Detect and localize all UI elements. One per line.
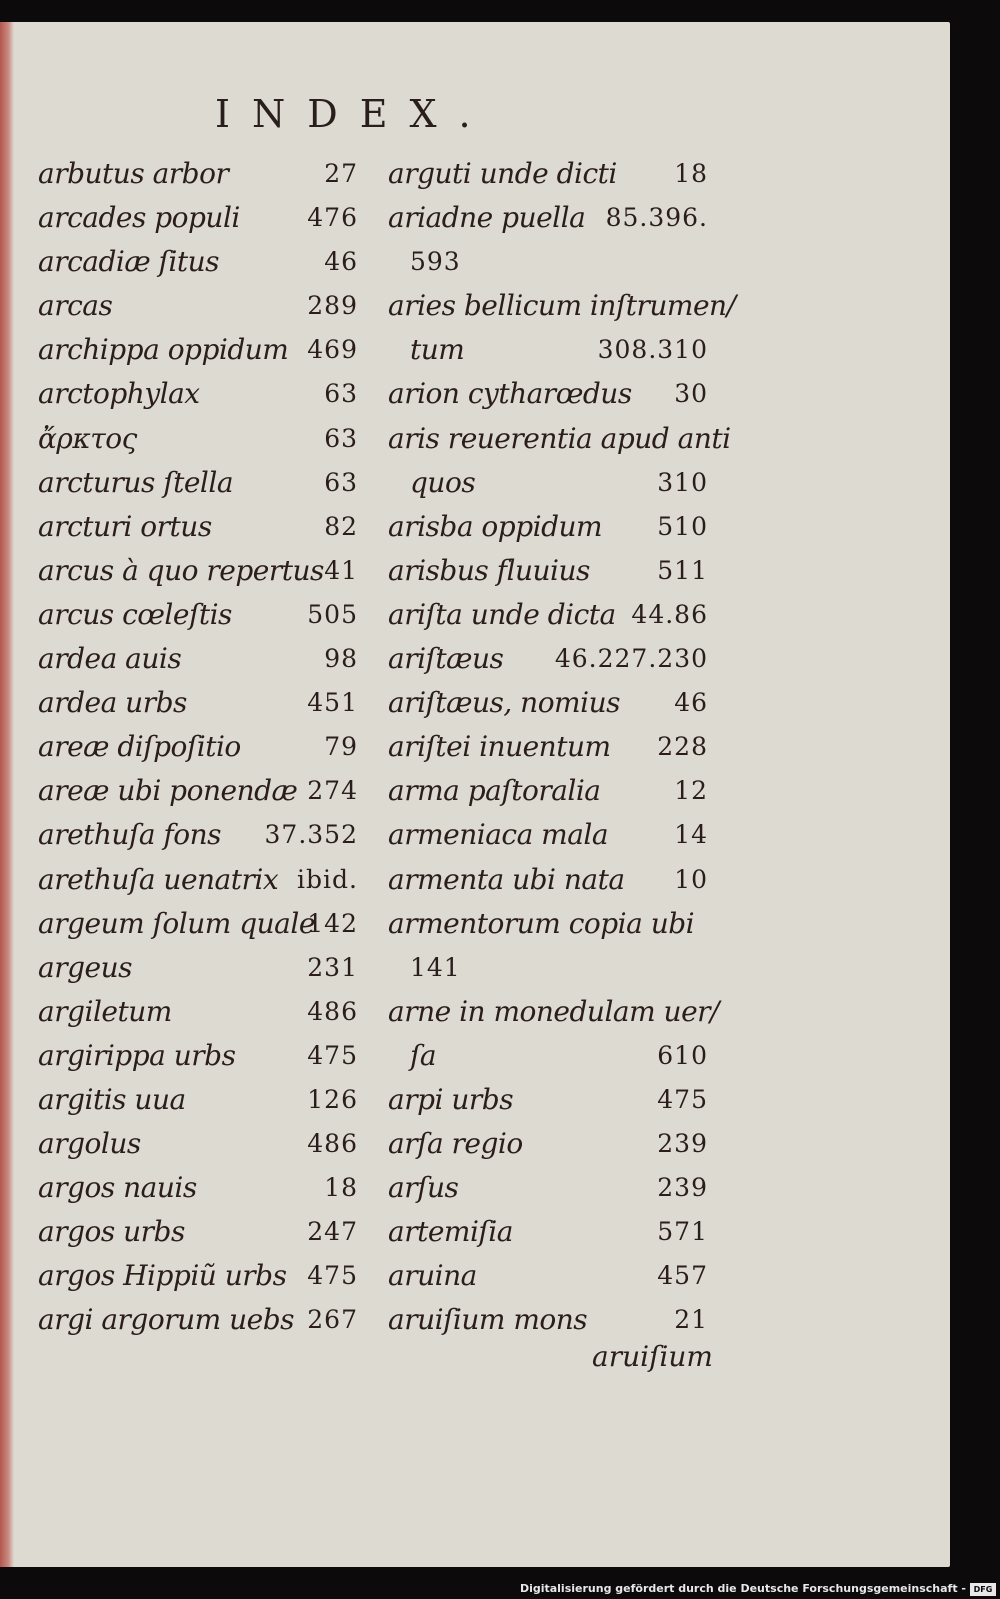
- page-reference: 247: [307, 1217, 358, 1247]
- index-entry: [38, 240, 358, 284]
- page-reference: 274: [307, 776, 358, 806]
- index-entry: [38, 1166, 358, 1210]
- page-reference: 46: [674, 688, 708, 718]
- index-entry: [388, 1210, 708, 1254]
- page-reference: 475: [307, 1040, 358, 1070]
- page-reference: 10: [674, 864, 708, 894]
- page-reference: 46.227.230: [554, 644, 708, 674]
- index-entry: [388, 284, 736, 328]
- index-entry: [388, 813, 708, 857]
- index-entry: [38, 1034, 358, 1078]
- index-entry: [38, 990, 358, 1034]
- page-reference: 41: [324, 555, 358, 585]
- index-entry: [38, 1210, 358, 1254]
- page-reference: 486: [307, 1129, 358, 1159]
- index-term: arisbus fluuius: [388, 553, 590, 587]
- page-reference: 510: [657, 511, 708, 541]
- page-reference: 82: [324, 511, 358, 541]
- index-term: arcturi ortus: [38, 509, 212, 543]
- index-term: areæ ubi ponendæ: [38, 774, 298, 808]
- index-term: ἄρκτος: [38, 421, 137, 455]
- index-term: aris reuerentia apud anti: [388, 421, 731, 455]
- page-reference: 85.396.: [605, 203, 708, 233]
- book-page: [0, 22, 950, 1567]
- index-entry: [38, 946, 358, 990]
- page-reference: 310: [657, 467, 708, 497]
- index-term: ardea auis: [38, 642, 182, 676]
- index-entry: [38, 196, 358, 240]
- page-reference: 18: [674, 159, 708, 188]
- page-reference: 63: [324, 467, 358, 497]
- index-column-right: [388, 152, 736, 1343]
- index-term: argos urbs: [38, 1215, 185, 1249]
- index-entry: [388, 681, 708, 725]
- index-entry: [388, 240, 708, 284]
- page-reference: 239: [657, 1173, 708, 1203]
- index-entry: [388, 1122, 708, 1166]
- index-term: archippa oppidum: [38, 333, 289, 367]
- index-term: argolus: [38, 1127, 141, 1161]
- page-reference: 79: [324, 732, 358, 762]
- index-entry: [38, 1078, 358, 1122]
- page-reference: 30: [674, 379, 708, 409]
- page-reference: 308.310: [597, 335, 708, 365]
- index-term: argeus: [38, 950, 132, 984]
- index-term: aruiſium mons: [388, 1303, 588, 1337]
- page-reference: 63: [324, 423, 358, 453]
- index-term: aruina: [388, 1259, 477, 1293]
- index-entry: [38, 284, 358, 328]
- page-reference: 126: [307, 1084, 358, 1114]
- index-term: armentorum copia ubi: [388, 906, 695, 940]
- index-term: argos nauis: [38, 1171, 197, 1205]
- page-reference: 142: [307, 908, 358, 938]
- index-term: argiletum: [38, 994, 172, 1028]
- page-reference: 511: [657, 555, 708, 585]
- page-reference: 505: [307, 599, 358, 629]
- index-term: arisba oppidum: [388, 509, 603, 543]
- page-reference: 14: [674, 820, 708, 850]
- page-reference: 593: [410, 247, 461, 277]
- index-entry: [388, 1034, 708, 1078]
- index-entry: [388, 1298, 708, 1342]
- index-term: arcus cœleſtis: [38, 597, 232, 631]
- index-entry: [38, 505, 358, 549]
- page-reference: 289: [307, 291, 358, 321]
- index-term: ariſtei inuentum: [388, 730, 611, 764]
- page-reference: 267: [307, 1305, 358, 1335]
- index-entry: [38, 372, 358, 416]
- index-entry: [388, 417, 731, 461]
- index-entry: [388, 328, 708, 372]
- page-reference: 228: [657, 732, 708, 762]
- index-term: argitis uua: [38, 1082, 186, 1116]
- index-entry: [38, 417, 358, 461]
- index-entry: [388, 549, 708, 593]
- index-term: arctophylax: [38, 377, 200, 411]
- page-reference: 18: [324, 1173, 358, 1203]
- page-reference: 21: [674, 1305, 708, 1335]
- index-term: arethuſa fons: [38, 818, 222, 852]
- index-term: tum: [410, 333, 465, 367]
- page-reference: 469: [307, 335, 358, 365]
- index-entry: [38, 593, 358, 637]
- index-entry: [38, 1298, 358, 1342]
- index-term: arcadiæ ſitus: [38, 245, 220, 279]
- index-entry: [388, 196, 708, 240]
- page-reference: 476: [307, 203, 358, 233]
- index-term: arbutus arbor: [38, 157, 229, 190]
- page-reference: 239: [657, 1129, 708, 1159]
- index-term: arcus à quo repertus: [38, 553, 324, 587]
- page-reference: 37.352: [264, 820, 358, 850]
- page-reference: 475: [307, 1261, 358, 1291]
- index-entry: [38, 1122, 358, 1166]
- page-reference: 63: [324, 379, 358, 409]
- index-entry: [38, 152, 358, 196]
- index-term: arma paſtoralia: [388, 774, 601, 808]
- page-reference: 457: [657, 1261, 708, 1291]
- page-reference: 12: [674, 776, 708, 806]
- page-edge: [0, 22, 14, 1567]
- index-term: arpi urbs: [388, 1082, 514, 1116]
- index-term: ariadne puella: [388, 201, 586, 235]
- index-column-left: [38, 152, 358, 1343]
- index-entry: [38, 461, 358, 505]
- index-entry: [388, 637, 708, 681]
- catchword: aruiſium: [592, 1340, 713, 1373]
- page-reference: 27: [324, 159, 358, 188]
- index-term: arethuſa uenatrix: [38, 862, 279, 896]
- index-entry: [388, 505, 708, 549]
- index-term: ariſtæus, nomius: [388, 686, 620, 720]
- index-term: artemiſia: [388, 1215, 513, 1249]
- index-entry: [388, 152, 708, 196]
- index-term: arſus: [388, 1171, 459, 1205]
- page-reference: 475: [657, 1084, 708, 1114]
- index-entry: [38, 769, 358, 813]
- index-entry: [388, 902, 708, 946]
- index-entry: [388, 769, 708, 813]
- index-term: ardea urbs: [38, 686, 187, 720]
- index-term: ariſta unde dicta: [388, 597, 616, 631]
- index-entry: [388, 1166, 708, 1210]
- page-reference: 231: [307, 952, 358, 982]
- page-reference: 610: [657, 1040, 708, 1070]
- index-entry: [388, 1254, 708, 1298]
- index-entry: [388, 725, 708, 769]
- index-entry: [388, 372, 708, 416]
- index-entry: [38, 902, 358, 946]
- index-entry: [38, 1254, 358, 1298]
- index-entry: [388, 1078, 708, 1122]
- page-reference: ibid.: [297, 864, 358, 894]
- index-entry: [388, 461, 708, 505]
- index-entry: [388, 593, 708, 637]
- index-term: arcturus ſtella: [38, 465, 234, 499]
- index-entry: [38, 725, 358, 769]
- index-term: aries bellicum inſtrumen/: [388, 289, 736, 323]
- page-heading: INDEX.: [215, 92, 493, 136]
- index-term: argos Hippiũ urbs: [38, 1259, 287, 1293]
- index-term: quos: [410, 465, 476, 499]
- page-reference: 141: [410, 952, 461, 982]
- index-term: arſa regio: [388, 1127, 523, 1161]
- index-term: armeniaca mala: [388, 818, 609, 852]
- index-entry: [38, 858, 358, 902]
- index-entry: [388, 990, 719, 1034]
- index-entry: [38, 637, 358, 681]
- page-reference: 46: [324, 247, 358, 277]
- dfg-logo: DFG: [970, 1583, 996, 1596]
- index-entry: [38, 328, 358, 372]
- index-entry: [388, 858, 708, 902]
- index-term: arion cytharœdus: [388, 377, 632, 411]
- index-entry: [38, 813, 358, 857]
- index-term: ariſtæus: [388, 642, 504, 676]
- index-term: arne in monedulam uer/: [388, 994, 719, 1028]
- index-term: arguti unde dicti: [388, 157, 617, 190]
- index-term: arcas: [38, 289, 113, 323]
- page-reference: 44.86: [631, 599, 708, 629]
- page-reference: 98: [324, 644, 358, 674]
- index-entry: [38, 549, 358, 593]
- index-term: argeum ſolum quale: [38, 906, 315, 940]
- index-term: arcades populi: [38, 201, 240, 235]
- page-reference: 486: [307, 996, 358, 1026]
- page-reference: 451: [307, 688, 358, 718]
- index-term: armenta ubi nata: [388, 862, 625, 896]
- index-entry: [388, 946, 708, 990]
- digitization-credit: Digitalisierung gefördert durch die Deutsche Forschungsgemeinschaft -: [519, 1582, 966, 1595]
- index-term: areæ diſpoſitio: [38, 730, 241, 764]
- index-term: argi argorum uebs: [38, 1303, 294, 1337]
- page-reference: 571: [657, 1217, 708, 1247]
- index-term: argirippa urbs: [38, 1038, 236, 1072]
- index-entry: [38, 681, 358, 725]
- index-term: ſa: [410, 1038, 437, 1072]
